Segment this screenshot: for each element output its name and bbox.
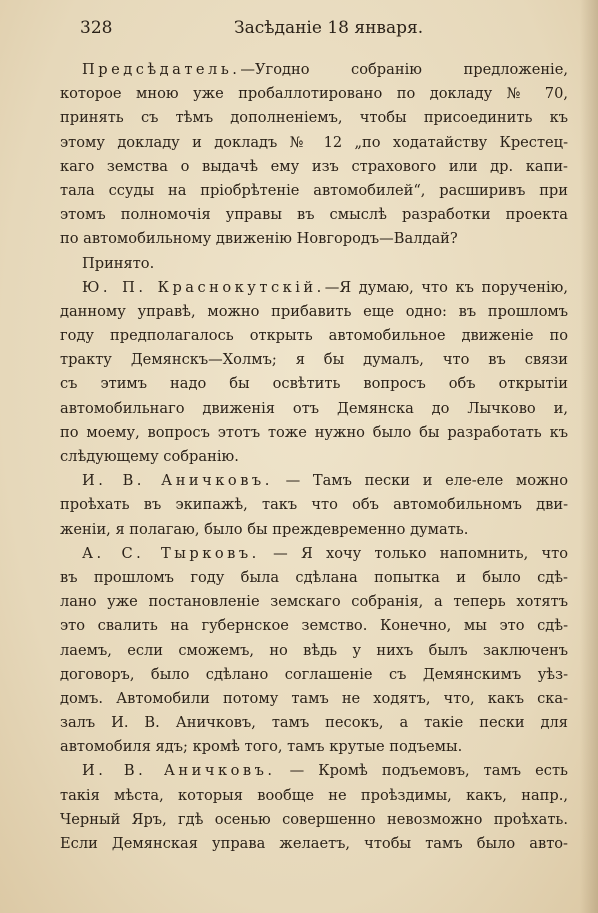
text-line <box>60 832 568 856</box>
line-text: лаемъ, если сможемъ, но вѣдь у нихъ былъ заключенъ <box>60 641 568 659</box>
line-text: Принято. <box>82 254 155 272</box>
line-text: проѣхать въ экипажѣ, такъ что объ автомобильномъ дви- <box>60 496 568 514</box>
line-text: —Угодно собранію предложеніе, <box>240 61 568 78</box>
text-line <box>60 179 568 203</box>
line-text: автомобиля ядъ; кромѣ того, тамъ крутые подъемы. <box>60 738 463 756</box>
text-line <box>60 542 568 566</box>
line-text: — Кромѣ подъемовъ, тамъ есть <box>275 762 568 780</box>
line-text: Если Демянская управа желаетъ, чтобы тамъ было авто- <box>60 835 568 852</box>
line-text: домъ. Автомобили потому тамъ не ходятъ, что, какъ ска- <box>60 689 568 707</box>
text-line <box>60 808 568 832</box>
line-text: по моему, вопросъ этотъ тоже нужно было бы разработать къ <box>60 423 568 441</box>
speaker-name: Ю. П. Краснокутскій. <box>82 278 325 296</box>
text-line <box>60 566 568 590</box>
line-text: Черный Яръ, гдѣ осенью совершенно невозможно проѣхать. <box>60 810 568 828</box>
speaker-name: И. В. Аничковъ. <box>82 472 273 490</box>
line-text: этомъ полномочія управы въ смыслѣ разработки проекта <box>60 206 568 224</box>
text-line <box>60 614 568 638</box>
line-text: это свалить на губернское земство. Конечно, мы это сдѣ- <box>60 617 568 635</box>
text-line <box>60 348 568 372</box>
line-text: слѣдующему собранію. <box>60 448 239 465</box>
text-line <box>60 276 568 300</box>
line-text: этому докладу и докладъ № 12 „по ходатайству Крестец- <box>60 133 568 151</box>
text-line <box>60 131 568 155</box>
text-line <box>60 397 568 421</box>
line-text: — Я хочу только напомнить, что <box>259 544 568 562</box>
line-text: тала ссуды на пріобрѣтеніе автомобилей“, расширивъ при <box>60 181 568 199</box>
line-text: — Тамъ пески и еле-еле можно <box>272 472 568 490</box>
text-line <box>60 58 568 82</box>
line-text: въ прошломъ году была сдѣлана попытка и было сдѣ- <box>60 568 568 586</box>
body-text <box>60 58 568 856</box>
text-line <box>60 518 568 542</box>
text-line <box>60 784 568 808</box>
line-text: —Я думаю, что къ порученію, <box>324 278 568 296</box>
line-text: съ этимъ надо бы освѣтить вопросъ объ открытіи <box>60 375 568 393</box>
line-text: женіи, я полагаю, было бы преждевременно думать. <box>60 520 469 538</box>
text-line <box>60 106 568 130</box>
text-line <box>60 227 568 251</box>
text-line <box>60 372 568 396</box>
speaker-name: А. С. Тырковъ. <box>82 544 260 562</box>
line-text: тракту Демянскъ—Холмъ; я бы думалъ, что въ связи <box>60 351 568 369</box>
page-edge-shadow <box>580 0 598 913</box>
line-text: принять съ тѣмъ дополненіемъ, чтобы присоединить къ <box>60 109 568 127</box>
line-text: каго земства о выдачѣ ему изъ страхового или др. капи- <box>60 157 568 175</box>
line-text: году предполагалось открыть автомобильное движеніе по <box>60 327 568 345</box>
text-line <box>60 469 568 493</box>
line-text: по автомобильному движенію Новгородъ—Валдай? <box>60 230 458 248</box>
speaker-name: И. В. Аничковъ. <box>82 762 276 780</box>
text-line <box>60 421 568 445</box>
text-line <box>60 759 568 783</box>
line-text: автомобильнаго движенія отъ Демянска до Лычково и, <box>60 399 568 417</box>
text-line <box>60 203 568 227</box>
page-header <box>74 14 574 44</box>
line-text: лано уже постановленіе земскаго собранія, а теперь хотятъ <box>60 593 568 611</box>
text-line <box>60 155 568 179</box>
line-text: данному управѣ, можно прибавить еще одно: въ прошломъ <box>60 302 568 320</box>
text-line <box>60 663 568 687</box>
text-line <box>60 687 568 711</box>
text-line <box>60 735 568 759</box>
line-text: договоръ, было сдѣлано соглашеніе съ Демянскимъ уѣз- <box>60 665 568 683</box>
line-text: такія мѣста, которыя вообще не проѣздимы, какъ, напр., <box>60 786 568 804</box>
text-line <box>60 493 568 517</box>
running-title: Засѣданіе 18 января. <box>234 18 424 38</box>
text-line <box>60 324 568 348</box>
text-line <box>60 639 568 663</box>
speaker-name: Предсѣдатель. <box>82 61 241 78</box>
page-number: 328 <box>80 18 113 38</box>
line-text: залъ И. В. Аничковъ, тамъ песокъ, а такіе пески для <box>60 714 568 732</box>
text-line <box>60 445 568 469</box>
text-line <box>60 82 568 106</box>
text-line <box>60 252 568 276</box>
text-line <box>60 711 568 735</box>
text-line <box>60 590 568 614</box>
text-line <box>60 300 568 324</box>
line-text: которое мною уже пробаллотировано по докладу № 70, <box>60 85 568 103</box>
